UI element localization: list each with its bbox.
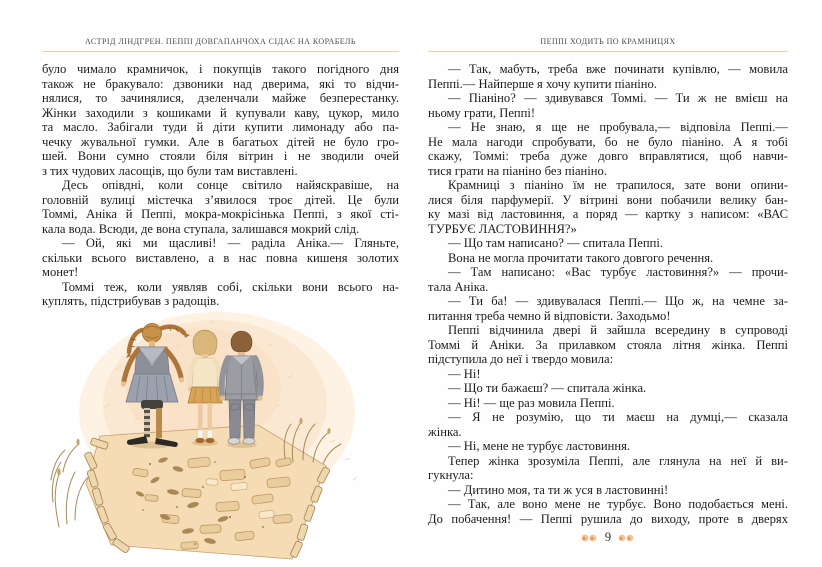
text-line: Тепер жінка зрозуміла Пеппі, але глянула на неї й ви- bbox=[448, 453, 788, 468]
text-line: Томмі, Аніка й Пеппі, мокра-мокрісінька Пеппі, з якої сті- bbox=[42, 207, 399, 221]
text-line: — Ой, які ми щасливі! — раділа Аніка.— Гляньте, bbox=[62, 236, 399, 250]
pippi-hair-bun bbox=[143, 324, 162, 343]
tommy-hair bbox=[231, 331, 252, 352]
text-line: питання треба чемно й відповісти. Заходьмо! bbox=[428, 308, 671, 323]
text-line: куплять, підстрибував з радощів. bbox=[42, 294, 220, 308]
pippi-skirt bbox=[126, 374, 178, 402]
text-line: ку мазі від ластовиння, а поряд — картку з написом: «ВАС bbox=[428, 207, 788, 221]
text-line: Пеппі.— Найперше я хочу купити піаніно. bbox=[428, 76, 657, 91]
text-line: Крамниці з піаніно їм не трапилося, зате вони опини- bbox=[448, 178, 788, 192]
right-running-head bbox=[428, 37, 788, 52]
text-line: головній вулиці містечка з’явилося троє дітей. Це були bbox=[42, 192, 399, 207]
text-line: — Дитино моя, та ти ж уся в ластовинні! bbox=[448, 482, 669, 497]
text-line: Пеппі відчинила двері й зайшла всередину в супроводі bbox=[448, 323, 788, 337]
text-line: тися грати на піаніно без піаніно. bbox=[428, 163, 607, 178]
text-line: скільки всього виставлено, а в нас повна кишеня золотих bbox=[42, 250, 399, 265]
left-header-text: АСТРІД ЛІНДГРЕН. ПЕППІ ДОВГАПАНЧОХА СІДАЄ НА КОРАБЕЛЬ bbox=[85, 37, 356, 46]
text-line: ньому грати, Пеппі! bbox=[428, 105, 536, 120]
right-header-rule bbox=[428, 51, 788, 52]
text-line: підступила до неї і твердо мовила: bbox=[428, 352, 614, 366]
text-line: також не бракувало: дзвоники над дверима, які то відчи- bbox=[42, 76, 399, 91]
text-line: — Піаніно? — здивувався Томмі. — Ти ж не вмієш на bbox=[448, 91, 788, 105]
text-line: жінка. bbox=[428, 424, 462, 439]
text-line: До побачення! — Пеппі рушила до виходу, проте в дверях bbox=[428, 511, 788, 526]
text-line: Не мала нагоди спробувати, бо не було піаніно. А я тобі bbox=[428, 134, 788, 149]
left-header-rule bbox=[42, 51, 399, 52]
text-line: — Не знаю, я ще не пробувала,— відповіла Пеппі.— bbox=[448, 120, 788, 134]
text-line: шей. Вони сумно стояли біля вітрин і не зводили очей bbox=[42, 149, 399, 163]
text-line: лися біля парфумерії. У вітрині вони побачили велику бан- bbox=[428, 192, 788, 207]
text-line: скажу, Томмі: треба дуже довго вправлятися, щоб навчи- bbox=[428, 149, 788, 163]
text-line: — Там написано: «Вас турбує ластовиння?» — прочи- bbox=[448, 265, 788, 279]
illustration-svg bbox=[45, 312, 403, 565]
text-line: ТУРБУЄ ЛАСТОВИННЯ?» bbox=[428, 221, 577, 236]
text-line: — Ні! bbox=[448, 366, 481, 381]
children-illustration bbox=[45, 312, 403, 565]
text-line: — Так, але воно мене не турбує. Воно подобається мені. bbox=[448, 497, 788, 511]
text-line: нялися, то зачинялися, дзеленчали майже безперестанку. bbox=[42, 91, 399, 105]
pippi-brown-stocking bbox=[156, 408, 162, 438]
text-line: та масло. Забігали туди й діти купити лимонаду або па- bbox=[42, 120, 399, 134]
right-header-text: ПЕППІ ХОДИТЬ ПО КРАМНИЦЯХ bbox=[540, 37, 676, 46]
text-line: Жінки заходили з кошиками й купували каву, цукор, мило bbox=[42, 105, 399, 120]
page-number: 9 bbox=[604, 530, 612, 544]
page-footer bbox=[428, 530, 788, 545]
text-line: — Я не розумію, що ти маєш на думці,— сказала bbox=[448, 410, 788, 424]
text-line: Томмі теж, коли уявляв собі, скільки вони всього на- bbox=[62, 279, 399, 294]
right-page-body bbox=[428, 62, 788, 526]
text-line: гукнула: bbox=[428, 468, 474, 482]
text-line: — Ні, мене не турбує ластовиння. bbox=[448, 439, 631, 453]
text-line: монет! bbox=[42, 265, 79, 279]
text-line: тала Аніка. bbox=[428, 279, 489, 294]
annika-bob-hair bbox=[193, 330, 217, 356]
text-line: — Ти ба! — здивувалася Пеппі.— Що ж, на чемне за- bbox=[448, 294, 788, 308]
text-line: було чимало крамничок, і покупців такого погідного дня bbox=[42, 62, 399, 76]
text-line: — Ні! — ще раз мовила Пеппі. bbox=[448, 395, 615, 410]
left-page-body bbox=[42, 62, 399, 309]
text-line: Томмі й Аніки. За прилавком стояла літня жінка. Пеппі bbox=[428, 337, 788, 352]
text-line: чечку жувальної гумки. Але в багатьох дітей не було гро- bbox=[42, 134, 399, 149]
footer-ornament-right bbox=[617, 533, 636, 543]
text-line: Десь опівдні, коли сонце світило найяскравіше, на bbox=[62, 178, 399, 192]
text-line: кала вода. Всюди, де вона ступала, залишався мокрий слід. bbox=[42, 221, 360, 236]
text-line: — Що ти бажаєш? — спитала жінка. bbox=[448, 381, 647, 395]
grass-left bbox=[51, 439, 87, 527]
text-line: з тих чудових ласощів, що були там виставлені. bbox=[42, 163, 298, 178]
text-line: Вона не могла прочитати такого довгого речення. bbox=[448, 250, 714, 265]
footer-ornament-left bbox=[580, 533, 599, 543]
text-line: — Так, мабуть, треба вже починати купівлю, — мовила bbox=[448, 62, 788, 76]
text-line: — Що там написано? — спитала Пеппі. bbox=[448, 236, 664, 250]
left-running-head bbox=[42, 37, 399, 52]
